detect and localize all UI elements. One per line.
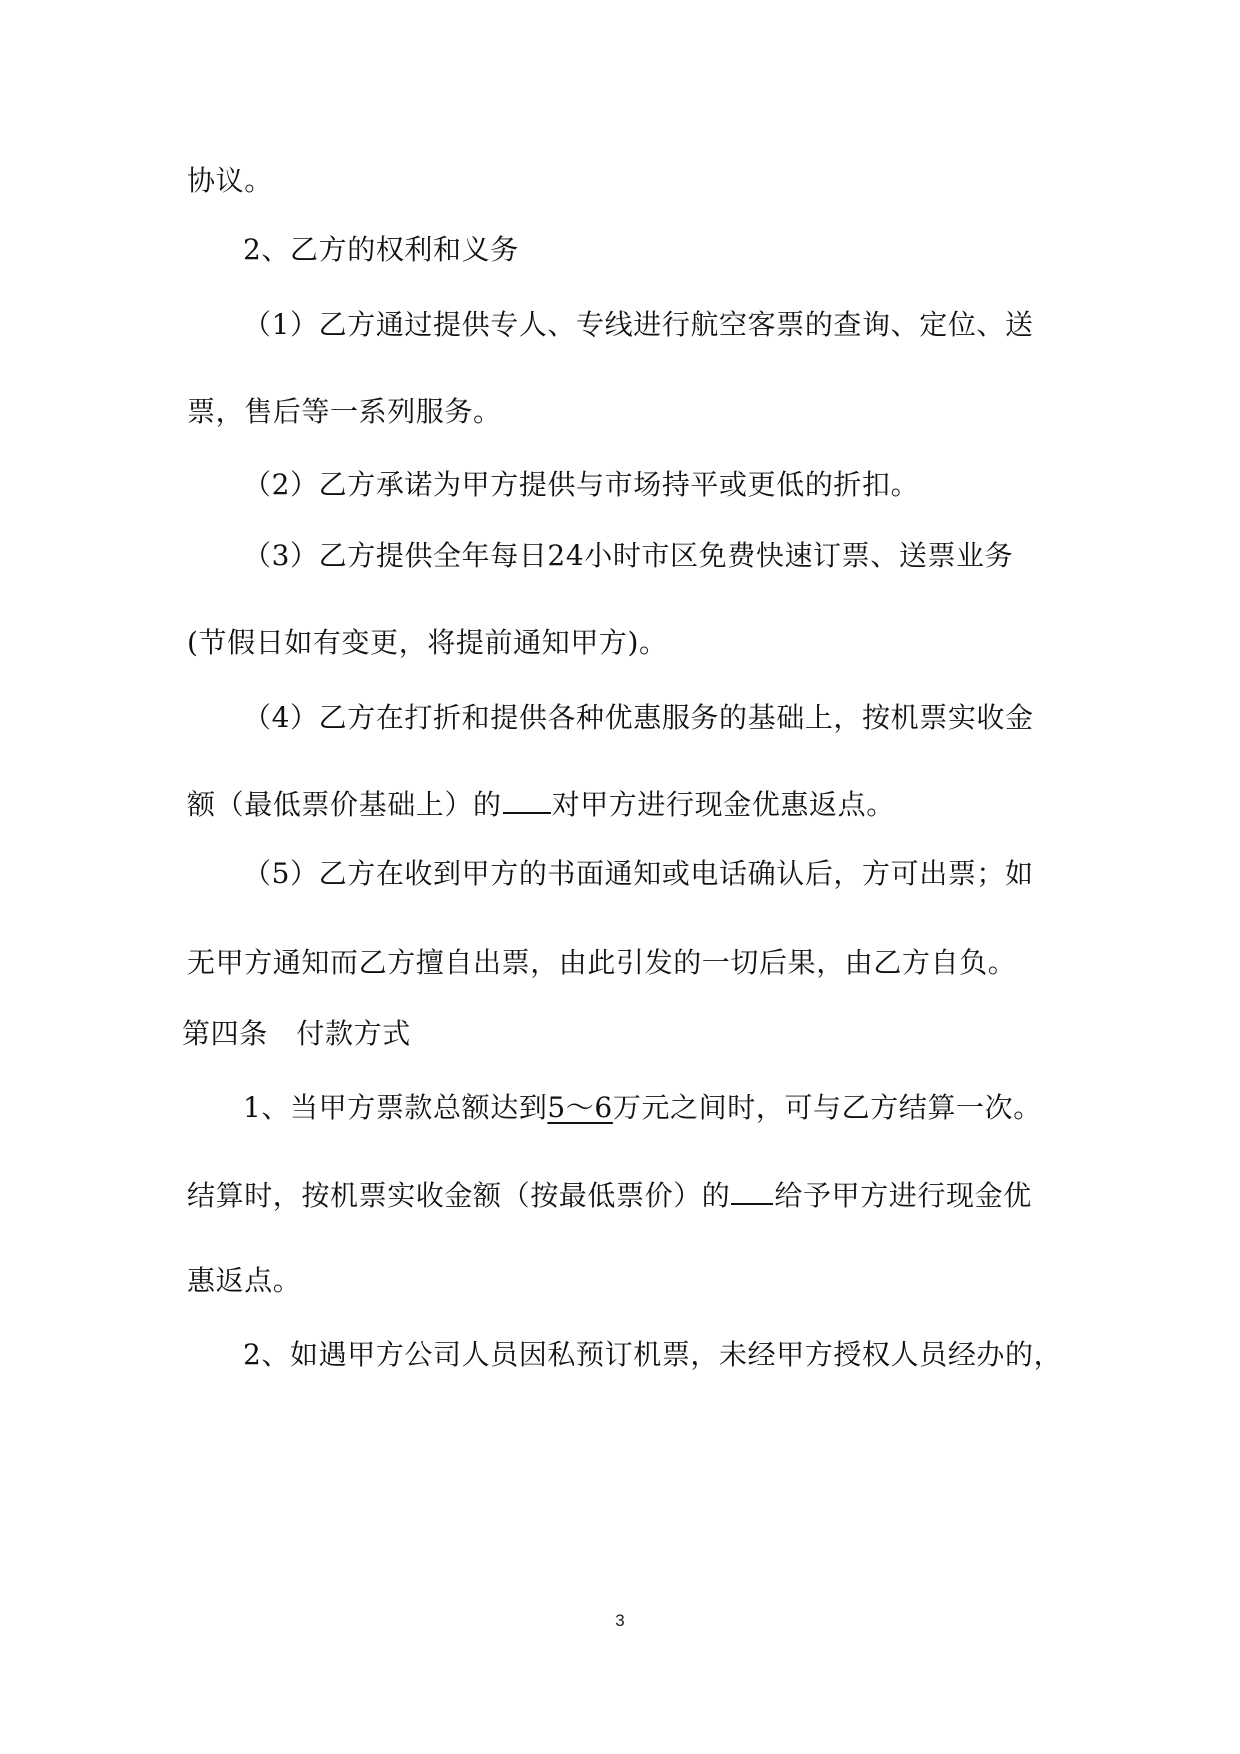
article-heading: 第四条 付款方式 [182, 1017, 411, 1050]
text-line: （1）乙方通过提供专人、专线进行航空客票的查询、定位、送 [243, 308, 1034, 341]
page-number: 3 [615, 1611, 625, 1630]
settlement-rebate-line [187, 1177, 1032, 1214]
text-line: 无甲方通知而乙方擅自出票，由此引发的一切后果，由乙方自负。 [187, 946, 1017, 979]
settlement-amount: 5～6 [547, 1091, 613, 1124]
settlement-line [243, 1090, 1042, 1126]
settlement-rebate-before: 结算时，按机票实收金额（按最低票价）的 [187, 1179, 731, 1212]
settlement-text-after: 万元之间时，可与乙方结算一次。 [612, 1091, 1042, 1124]
section-heading: 2、乙方的权利和义务 [243, 233, 519, 266]
text-line: 协议。 [187, 164, 273, 197]
settlement-rebate-after: 给予甲方进行现金优 [774, 1179, 1032, 1212]
text-line: 票，售后等一系列服务。 [187, 395, 502, 428]
text-line: 2、如遇甲方公司人员因私预订机票，未经甲方授权人员经办的， [243, 1338, 1063, 1371]
text-line: （2）乙方承诺为甲方提供与市场持平或更低的折扣。 [243, 468, 920, 501]
text-line: （4）乙方在打折和提供各种优惠服务的基础上，按机票实收金 [243, 701, 1034, 734]
text-line: （5）乙方在收到甲方的书面通知或电话确认后，方可出票；如 [243, 857, 1034, 890]
rebate-line [187, 786, 895, 823]
rebate-blank [503, 786, 551, 814]
rebate-text-before: 额（最低票价基础上）的 [187, 788, 502, 821]
settlement-rebate-blank [731, 1177, 773, 1205]
rebate-text-after: 对甲方进行现金优惠返点。 [551, 788, 895, 821]
settlement-text-before: 1、当甲方票款总额达到 [243, 1091, 548, 1124]
text-line: （3）乙方提供全年每日24小时市区免费快速订票、送票业务 [243, 539, 1014, 572]
text-line: (节假日如有变更，将提前通知甲方)。 [187, 626, 668, 659]
text-line: 惠返点。 [187, 1264, 302, 1297]
